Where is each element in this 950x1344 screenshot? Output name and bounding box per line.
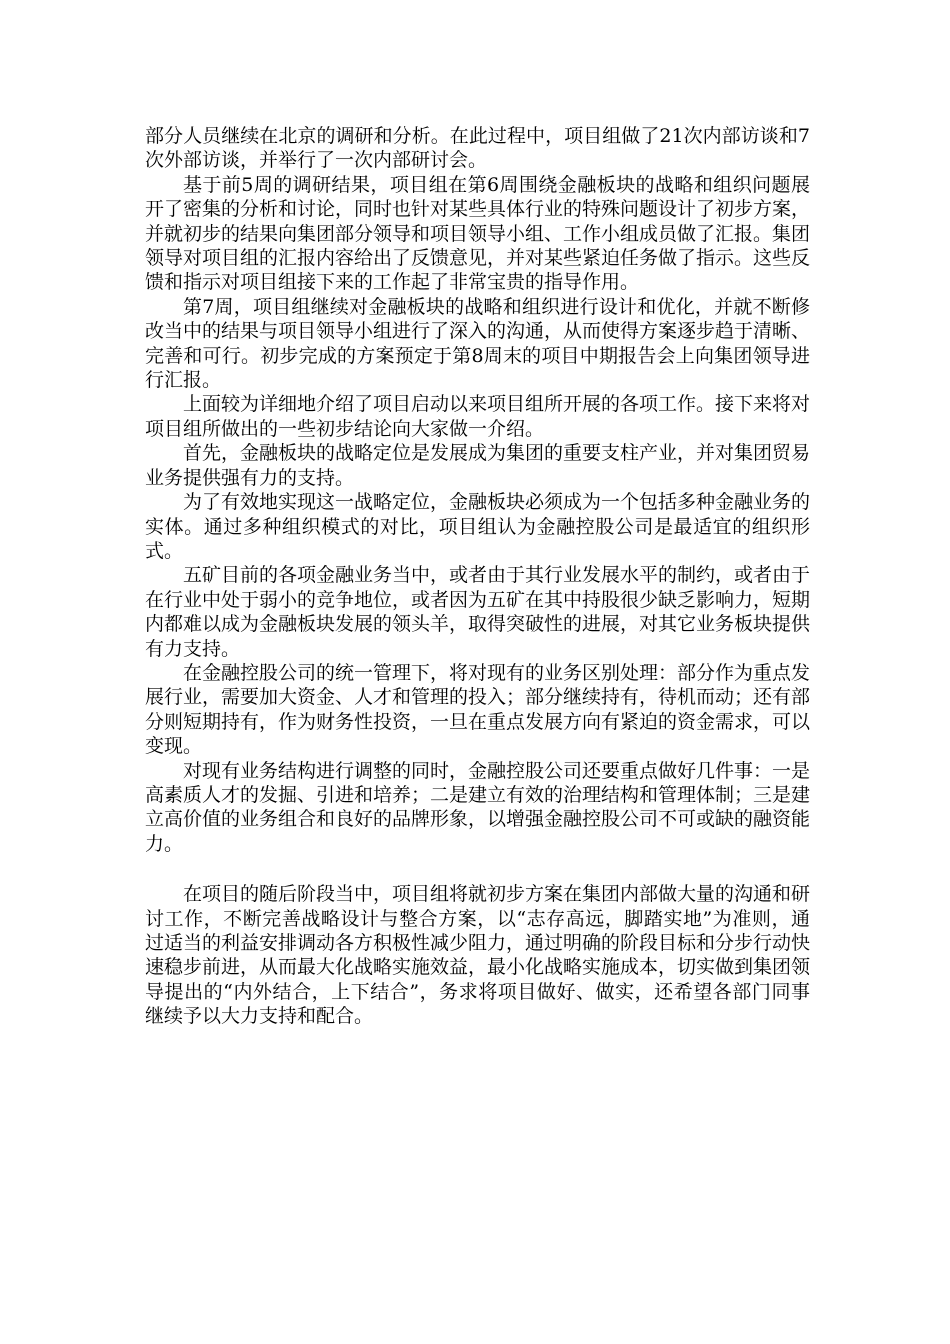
paragraph-business-handling: 在金融控股公司的统一管理下，将对现有的业务区别处理：部分作为重点发展行业，需要加大资金、人才和管理的投入；部分继续持有，待机而动；还有部分则短期持有，作为财务性投资，一旦在重点发展方向有紧迫的资金需求，可以变现。	[145, 661, 811, 758]
paragraph-week6: 基于前5周的调研结果，项目组在第6周围绕金融板块的战略和组织问题展开了密集的分析和讨论，同时也针对某些具体行业的特殊问题设计了初步方案，并就初步的结果向集团部分领导和项目领导小组、工作小组成员做了汇报。集团领导对项目组的汇报内容给出了反馈意见，并对某些紧迫任务做了指示。这些反馈和指示对项目组接下来的工作起了非常宝贵的指导作用。	[145, 173, 811, 294]
paragraph-strategic-positioning: 首先，金融板块的战略定位是发展成为集团的重要支柱产业，并对集团贸易业务提供强有力的支持。	[145, 442, 811, 489]
paragraph-current-business: 五矿目前的各项金融业务当中，或者由于其行业发展水平的制约，或者由于在行业中处于弱小的竞争地位，或者因为五矿在其中持股很少缺乏影响力，短期内都难以成为金融板块发展的领头羊，取得突破性的进展，对其它业务板块提供有力支持。	[145, 564, 811, 660]
paragraph-summary-intro: 上面较为详细地介绍了项目启动以来项目组所开展的各项工作。接下来将对项目组所做出的一些初步结论向大家做一介绍。	[145, 393, 811, 440]
paragraph-holding-company: 为了有效地实现这一战略定位，金融板块必须成为一个包括多种金融业务的实体。通过多种组织模式的对比，项目组认为金融控股公司是最适宜的组织形式。	[145, 491, 811, 562]
document-page	[145, 124, 810, 1029]
paragraph-week7: 第7周，项目组继续对金融板块的战略和组织进行设计和优化，并就不断修改当中的结果与项目领导小组进行了深入的沟通，从而使得方案逐步趋于清晰、完善和可行。初步完成的方案预定于第8周末的项目中期报告会上向集团领导进行汇报。	[145, 295, 811, 392]
paragraph-key-tasks: 对现有业务结构进行调整的同时，金融控股公司还要重点做好几件事：一是高素质人才的发掘、引进和培养；二是建立有效的治理结构和管理体制；三是建立高价值的业务组合和良好的品牌形象，以增强金融控股公司不可或缺的融资能力。	[145, 759, 811, 855]
paragraph-continued: 部分人员继续在北京的调研和分析。在此过程中，项目组做了21次内部访谈和7次外部访谈，并举行了一次内部研讨会。	[145, 125, 810, 172]
paragraph-gap	[145, 856, 810, 882]
paragraph-next-stage: 在项目的随后阶段当中，项目组将就初步方案在集团内部做大量的沟通和研讨工作，不断完善战略设计与整合方案，以“志存高远，脚踏实地”为准则，通过适当的利益安排调动各方积极性减少阻力，通过明确的阶段目标和分步行动快速稳步前进，从而最大化战略实施效益，最小化战略实施成本，切实做到集团领导提出的“内外结合，上下结合”，务求将项目做好、做实，还希望各部门同事继续予以大力支持和配合。	[145, 883, 811, 1028]
